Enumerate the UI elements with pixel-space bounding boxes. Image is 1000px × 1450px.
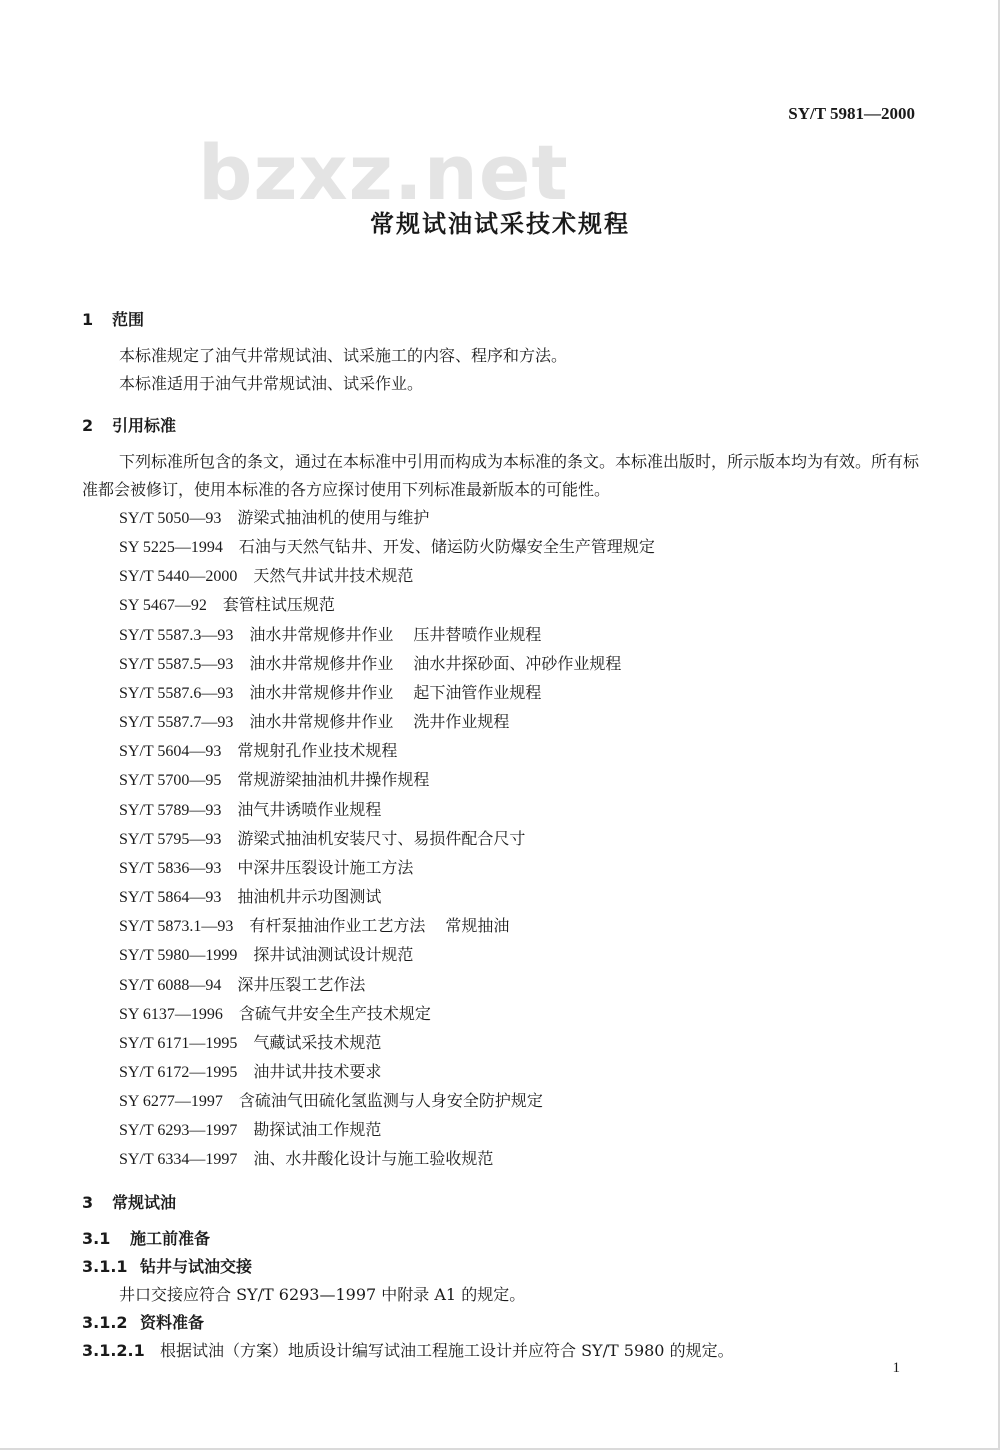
reference-title: 探井试油测试设计规范 bbox=[253, 945, 414, 965]
reference-item bbox=[82, 679, 922, 708]
paragraph: 本标准规定了油气井常规试油、试采施工的内容、程序和方法。 bbox=[119, 346, 568, 365]
reference-title: 天然气井试井技术规范 bbox=[253, 566, 414, 586]
section-heading-references bbox=[82, 412, 922, 440]
paragraph: 井口交接应符合 SY/T 6293—1997 中附录 A1 的规定。 bbox=[119, 1284, 526, 1304]
reference-title: 游梁式抽油机的使用与维护 bbox=[237, 508, 430, 527]
subsection-heading bbox=[82, 1253, 922, 1281]
reference-title: 油气井诱喷作业规程 bbox=[237, 799, 382, 819]
reference-subtitle: 油水井探砂面、冲砂作业规程 bbox=[413, 653, 622, 673]
subsection-title: 施工前准备 bbox=[130, 1228, 211, 1248]
section-title: 范围 bbox=[112, 310, 145, 329]
reference-subtitle: 常规抽油 bbox=[445, 916, 510, 936]
watermark: bzxz.net bbox=[198, 128, 569, 217]
reference-item bbox=[82, 533, 922, 562]
reference-subtitle: 洗井作业规程 bbox=[413, 712, 510, 732]
reference-code: SY/T 5873.1—93 bbox=[119, 918, 234, 936]
reference-title: 油井试井技术要求 bbox=[253, 1061, 382, 1081]
section-heading-conventional-testing bbox=[82, 1189, 922, 1217]
reference-code: SY/T 5980—1999 bbox=[119, 947, 238, 965]
reference-item bbox=[82, 825, 922, 854]
reference-subtitle: 压井替喷作业规程 bbox=[413, 624, 542, 644]
reference-item bbox=[82, 591, 922, 620]
reference-code: SY/T 5587.6—93 bbox=[119, 684, 234, 702]
reference-item bbox=[82, 1029, 922, 1058]
references-intro: 下列标准所包含的条文，通过在本标准中引用而构成为本标准的条文。本标准出版时，所示版本均为有效。所有标准都会被修订，使用本标准的各方应探讨使用下列标准最新版本的可能性。 bbox=[82, 452, 920, 499]
reference-code: SY/T 5700—95 bbox=[119, 772, 222, 790]
reference-item bbox=[82, 796, 922, 825]
reference-item bbox=[82, 883, 922, 912]
section-heading-scope bbox=[82, 306, 922, 334]
reference-title: 游梁式抽油机安装尺寸、易损件配合尺寸 bbox=[237, 828, 526, 848]
reference-code: SY/T 5789—93 bbox=[119, 801, 222, 819]
reference-code: SY/T 6334—1997 bbox=[119, 1151, 238, 1169]
reference-code: SY/T 6171—1995 bbox=[119, 1034, 238, 1052]
reference-code: SY 6277—1997 bbox=[119, 1093, 223, 1111]
paragraph: 本标准适用于油气井常规试油、试采作业。 bbox=[119, 374, 424, 393]
page-number: 1 bbox=[892, 1360, 900, 1376]
reference-subtitle: 起下油管作业规程 bbox=[413, 682, 542, 702]
section-number: 2 bbox=[82, 416, 94, 435]
reference-code: SY/T 5050—93 bbox=[119, 510, 222, 527]
reference-title: 抽油机井示功图测试 bbox=[237, 887, 382, 907]
reference-code: SY/T 5587.5—93 bbox=[119, 655, 234, 673]
reference-title: 深井压裂工艺作法 bbox=[237, 974, 366, 994]
reference-title: 油水井常规修井作业 bbox=[249, 682, 394, 702]
reference-item bbox=[82, 708, 922, 737]
reference-code: SY/T 5604—93 bbox=[119, 743, 222, 761]
reference-title: 石油与天然气钻井、开发、储运防火防爆安全生产管理规定 bbox=[238, 537, 655, 557]
reference-code: SY 6137—1996 bbox=[119, 1005, 223, 1023]
document-body bbox=[82, 306, 922, 1365]
reference-item bbox=[82, 1145, 922, 1174]
clause-text: 根据试油（方案）地质设计编写试油工程施工设计并应符合 SY/T 5980 的规定。 bbox=[160, 1340, 734, 1360]
section-number: 3 bbox=[82, 1192, 94, 1212]
reference-item bbox=[82, 766, 922, 795]
subsection-number: 3.1.2 bbox=[82, 1312, 128, 1332]
reference-item bbox=[82, 621, 922, 650]
subsection-number: 3.1 bbox=[82, 1228, 111, 1248]
reference-title: 常规游梁抽油机井操作规程 bbox=[237, 770, 430, 790]
reference-item bbox=[82, 854, 922, 883]
standard-number: SY/T 5981—2000 bbox=[788, 104, 915, 123]
reference-code: SY/T 6172—1995 bbox=[119, 1063, 238, 1081]
reference-title: 中深井压裂设计施工方法 bbox=[237, 857, 414, 877]
section-title: 常规试油 bbox=[112, 1192, 177, 1212]
reference-title: 套管柱试压规范 bbox=[222, 595, 335, 615]
reference-title: 油水井常规修井作业 bbox=[249, 653, 394, 673]
reference-item bbox=[82, 1087, 922, 1116]
reference-code: SY/T 6088—94 bbox=[119, 976, 222, 994]
document-title: 常规试油试采技术规程 bbox=[370, 210, 630, 238]
reference-title: 气藏试采技术规范 bbox=[253, 1032, 382, 1052]
reference-title: 油水井常规修井作业 bbox=[249, 712, 394, 732]
reference-title: 含硫油气田硫化氢监测与人身安全防护规定 bbox=[238, 1091, 543, 1111]
reference-item bbox=[82, 1000, 922, 1029]
reference-code: SY/T 5440—2000 bbox=[119, 568, 238, 586]
reference-item bbox=[82, 971, 922, 1000]
subsection-title: 钻井与试油交接 bbox=[140, 1256, 253, 1276]
subsection-number: 3.1.1 bbox=[82, 1256, 128, 1276]
reference-title: 有杆泵抽油作业工艺方法 bbox=[249, 916, 426, 936]
section-title: 引用标准 bbox=[112, 416, 177, 435]
section-number: 1 bbox=[82, 310, 94, 329]
reference-title: 油水井常规修井作业 bbox=[249, 624, 394, 644]
reference-title: 油、水井酸化设计与施工验收规范 bbox=[253, 1149, 494, 1169]
subsection-heading bbox=[82, 1309, 922, 1337]
reference-title: 勘探试油工作规范 bbox=[253, 1120, 382, 1140]
reference-code: SY/T 5587.3—93 bbox=[119, 626, 234, 644]
reference-code: SY/T 5587.7—93 bbox=[119, 714, 234, 732]
reference-code: SY 5225—1994 bbox=[119, 539, 223, 557]
reference-item bbox=[82, 562, 922, 591]
reference-code: SY/T 6293—1997 bbox=[119, 1122, 238, 1140]
reference-item bbox=[82, 941, 922, 970]
reference-item bbox=[82, 912, 922, 941]
reference-item bbox=[82, 650, 922, 679]
reference-title: 常规射孔作业技术规程 bbox=[237, 741, 398, 761]
reference-list bbox=[82, 504, 922, 1175]
subsection-heading bbox=[82, 1225, 922, 1253]
clause-number: 3.1.2.1 bbox=[82, 1340, 145, 1360]
reference-code: SY/T 5795—93 bbox=[119, 830, 222, 848]
reference-item bbox=[82, 737, 922, 766]
reference-item bbox=[82, 1116, 922, 1145]
clause bbox=[82, 1337, 922, 1365]
reference-item bbox=[82, 504, 922, 533]
reference-code: SY 5467—92 bbox=[119, 597, 207, 615]
reference-title: 含硫气井安全生产技术规定 bbox=[238, 1003, 431, 1023]
reference-item bbox=[82, 1058, 922, 1087]
reference-code: SY/T 5864—93 bbox=[119, 889, 222, 907]
subsection-title: 资料准备 bbox=[140, 1312, 205, 1332]
reference-code: SY/T 5836—93 bbox=[119, 859, 222, 877]
